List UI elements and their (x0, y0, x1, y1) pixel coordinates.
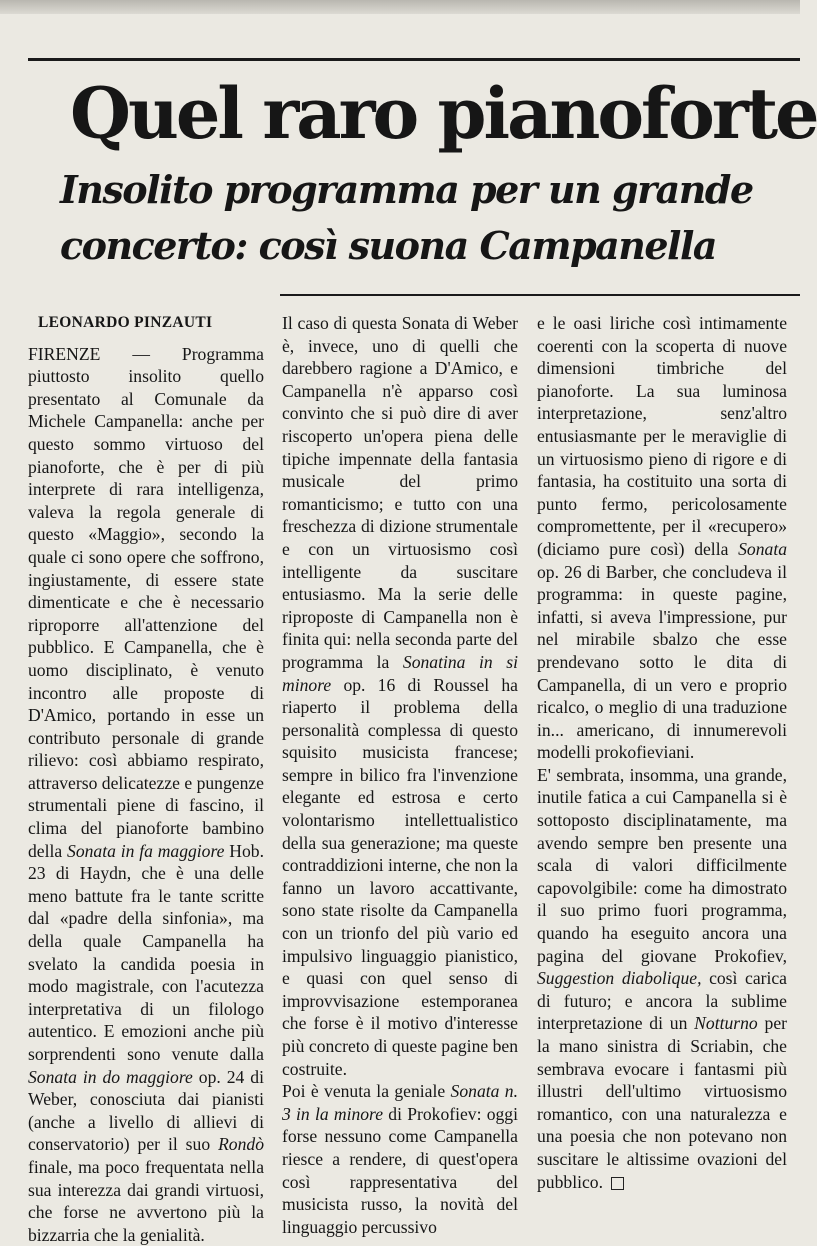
text-run: Il caso di questa Sonata di Weber è, invece, uno di quelli che darebbero ragione a D'Amico, e Campanella n'è apparso così convinto che si può dire di aver riscoperto un'opera piena delle tipiche impennate della fantasia musicale del primo romanticismo; e tutto con una freschezza di dizione strumentale e con un virtuosismo così intelligente da suscitare entusiasmo. Ma la serie delle riproposte di Campanella non è finita qui: nella seconda parte del programma la (282, 313, 518, 672)
article-column-3 (537, 312, 787, 1192)
work-title: Sonata in fa maggiore (67, 840, 225, 861)
work-title: Sonata in do maggiore (28, 1066, 193, 1087)
byline-paragraph (28, 312, 264, 335)
work-title: Sonata (738, 538, 787, 559)
paragraph (28, 343, 264, 1246)
dateline: FIRENZE — (28, 343, 182, 364)
text-run: E' sembrata, insomma, una grande, inutile fatica a cui Campanella si è sottoposto disciplinatamente, ma avendo sempre ben presente una scala di valori difficilmente capovolgibile: come ha dimostrato il suo primo fuori programma, quando ha eseguito ancora una pagina del giovane Prokofiev, (537, 764, 787, 966)
work-title: Sonata n. 3 in la minore (282, 1081, 518, 1124)
text-run: op. 24 di Weber, conosciuta dai pianisti (anche a livello di allievi di conservatorio) per il suo (28, 1066, 264, 1155)
text-run: op. 16 di Roussel ha riaperto il problema della personalità complessa di questo squisito musicista francese; sempre in bilico fra l'invenzione elegante ed estrosa e certo volontarismo intellettualistico della sua generazione; ma queste contraddizioni interne, che non la fanno un lavoro accattivante, sono state risolte da Campanella con un trionfo del più vario ed impulsivo linguaggio pianistico, e quasi con quel senso di improvvisazione estemporanea che forse è il motivo d'interesse più concreto di queste pagine ben costruite. (282, 674, 518, 1079)
text-run: di Prokofiev: oggi forse nessuno come Campanella riesce a rendere, di quest'opera così rappresentativa del musicista russo, la novità del linguaggio percussivo (282, 1103, 518, 1237)
text-run: così carica di futuro; e ancora la sublime interpretazione di un (537, 968, 787, 1034)
text-run: Hob. 23 di Haydn, che è una delle meno battute fra le tante scritte dal «padre della sinfonia», ma della quale Campanella ha svelato la candida poesia in modo magistrale, con l'acutezza interpretativa di un filologo autentico. E emozioni anche più sorprendenti sono venute dalla (28, 840, 264, 1064)
work-title: Suggestion diabolique, (537, 968, 702, 989)
headline: Quel raro pianoforte (70, 72, 817, 155)
end-of-article-mark (611, 1177, 624, 1190)
paragraph (282, 312, 518, 1080)
header-divider (280, 294, 800, 296)
text-run: finale, ma poco frequentata nella sua interezza dai grandi virtuosi, che forse ne avvertono più la bizzarria che la genialità. (28, 1156, 264, 1245)
paragraph (537, 312, 787, 764)
subheadline: Insolito programma per un grande concerto: così suona Campanella (60, 167, 753, 268)
text-run: Programma piuttosto insolito quello presentato al Comunale da Michele Campanella: anche per questo sommo virtuoso del pianoforte, che è per di più interprete di rara intelligenza, valeva la regola generale di questo «Maggio», secondo la quale ci sono opere che soffrono, ingiustamente, di essere state dimenticate e che è necessario riproporre all'attenzione del pubblico. E Campanella, che è uomo disciplinato, è venuto incontro alle proposte di D'Amico, portando in esse un contributo personale di grande rilievo: così abbiamo respirato, attraverso delicatezze e pungenze strumentali piene di fascino, il clima del pianoforte bambino della (28, 343, 264, 861)
byline: LEONARDO PINZAUTI (38, 314, 213, 331)
article-column-2 (282, 312, 518, 1237)
work-title: Rondò (218, 1134, 264, 1155)
top-rule (28, 58, 800, 61)
paragraph (282, 1080, 518, 1238)
text-run: op. 26 di Barber, che concludeva il programma: in queste pagine, infatti, si aveva l'impressione, pur nel mirabile sbalzo che esse prendevano sotto le dita di Campanella, di un vero e proprio ricalco, o meglio di una traduzione in... americano, di innumerevoli modelli prokofieviani. (537, 561, 787, 763)
page-top-edge (0, 0, 800, 14)
paragraph (537, 764, 787, 1193)
article-column-1 (28, 312, 264, 1245)
work-title: Notturno (694, 1013, 758, 1034)
text-run: per la mano sinistra di Scriabin, che sembrava evocare i fantasmi più illustri dell'ultimo virtuosismo romantico, con una naturalezza e una poesia che non potevano non suscitare le altissime ovazioni del pubblico. (537, 1013, 787, 1192)
work-title: Sonatina in si minore (282, 651, 518, 695)
text-run: e le oasi liriche così intimamente coerenti con la scoperta di nuove dimensioni timbriche del pianoforte. La sua luminosa interpretazione, senz'altro entusiasmante per le meraviglie di un virtuosismo pieno di rigore e di fantasia, ha costituito una sorta di punto fermo, pericolosamente compromettente, per il «recupero» (diciamo pure così) della (537, 313, 787, 559)
text-run: Poi è venuta la geniale (282, 1081, 451, 1102)
